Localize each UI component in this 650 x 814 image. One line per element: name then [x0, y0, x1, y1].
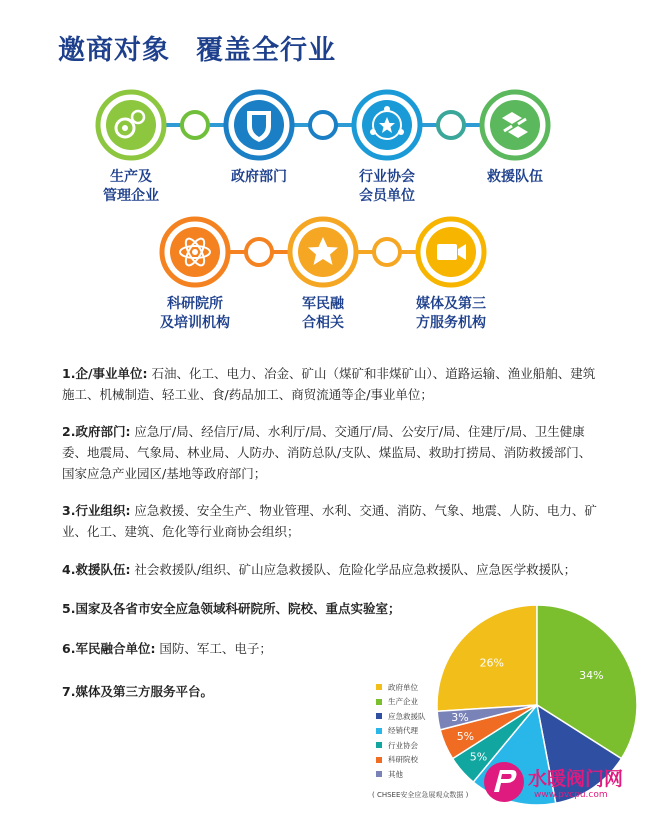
legend-swatch [376, 684, 382, 690]
legend-item [376, 753, 426, 768]
list-item-2 [62, 421, 602, 484]
item-body: 国防、军工、电子； [155, 641, 272, 656]
pie-slice-label: 26% [479, 656, 505, 670]
category-label-government: 政府部门 [231, 169, 287, 185]
camera-icon [418, 219, 484, 285]
pie-slice-label: 34% [579, 669, 604, 683]
pie-slice-label: 3% [451, 711, 469, 725]
legend-item [376, 709, 426, 724]
item-head: 4.救援队伍: [62, 562, 131, 577]
star-icon [290, 219, 356, 285]
category-label-production: 生产及 管理企业 [103, 169, 159, 204]
legend-swatch [376, 757, 382, 763]
list-item-7 [62, 681, 362, 702]
legend-item [376, 680, 426, 695]
category-label-research: 科研院所 及培训机构 [160, 296, 230, 331]
chain-links-row1 [162, 112, 484, 138]
gears-icon [98, 92, 164, 158]
legend-swatch [376, 699, 382, 705]
legend-label: 生产企业 [388, 697, 418, 707]
pie-slice-label: 5% [469, 750, 488, 764]
item-body: 应急救援、安全生产、物业管理、水利、交通、消防、气象、地震、人防、电力、矿业、化工、建筑、危化等行业商协会组织； [62, 503, 597, 539]
watermark-url: www.pvcpu.com [534, 790, 608, 800]
watermark [478, 758, 648, 806]
legend-label: 行业协会 [388, 740, 418, 750]
item-head: 7.媒体及第三方服务平台。 [62, 684, 213, 699]
category-label-media: 媒体及第三 方服务机构 [416, 296, 486, 331]
list-item-6 [62, 638, 362, 659]
item-head: 1.企/事业单位: [62, 366, 148, 381]
category-label-rescue: 救援队伍 [487, 169, 543, 185]
legend-swatch [376, 713, 382, 719]
legend-item [376, 695, 426, 710]
title-part2: 覆盖全行业 [196, 35, 336, 66]
legend-item [376, 724, 426, 739]
item-head: 6.军民融合单位: [62, 641, 156, 656]
handshake-icon [482, 92, 548, 158]
legend-item [376, 738, 426, 753]
list-item-4 [62, 559, 602, 580]
title-part1: 邀商对象 [58, 35, 170, 66]
legend-item [376, 767, 426, 782]
item-body: 应急厅/局、经信厅/局、水利厅/局、交通厅/局、公安厅/局、住建厅/局、卫生健康委、地震局、气象局、林业局、人防办、消防总队/支队、煤监局、救助打捞局、消防救援部门、国家应急产业园区/基地等政府部门； [62, 424, 592, 481]
item-head: 5.国家及各省市安全应急领域科研院所、院校、重点实验室； [62, 601, 401, 616]
pie-legend [376, 680, 426, 782]
pvc-logo-icon [482, 760, 526, 804]
item-head: 2.政府部门: [62, 424, 131, 439]
legend-swatch [376, 771, 382, 777]
legend-swatch [376, 728, 382, 734]
legend-label: 应急救援队 [388, 711, 426, 721]
watermark-text: 水暖阀门网 [528, 768, 624, 790]
atom-icon [162, 219, 228, 285]
legend-label: 科研院校 [388, 755, 418, 765]
item-body: 石油、化工、电力、冶金、矿山（煤矿和非煤矿山）、道路运输、渔业船舶、建筑施工、机械制造、轻工业、食/药品加工、商贸流通等企/事业单位； [62, 366, 596, 402]
category-label-military: 军民融 合相关 [302, 296, 344, 331]
list-item-3 [62, 500, 602, 542]
legend-swatch [376, 742, 382, 748]
chart-source-note: ( CHSEE安全应急展观众数据 ) [372, 791, 469, 799]
star-network-icon [354, 92, 420, 158]
pie-slice-label: 5% [456, 729, 475, 743]
legend-label: 经销代理 [388, 726, 418, 736]
item-head: 3.行业组织: [62, 503, 131, 518]
legend-label: 政府单位 [388, 682, 418, 692]
shield-icon [226, 92, 292, 158]
legend-label: 其他 [388, 769, 403, 779]
list-item-1 [62, 363, 602, 405]
category-label-association: 行业协会 会员单位 [359, 169, 415, 204]
item-body: 社会救援队/组织、矿山应急救援队、危险化学品应急救援队、应急医学救援队； [130, 562, 577, 577]
